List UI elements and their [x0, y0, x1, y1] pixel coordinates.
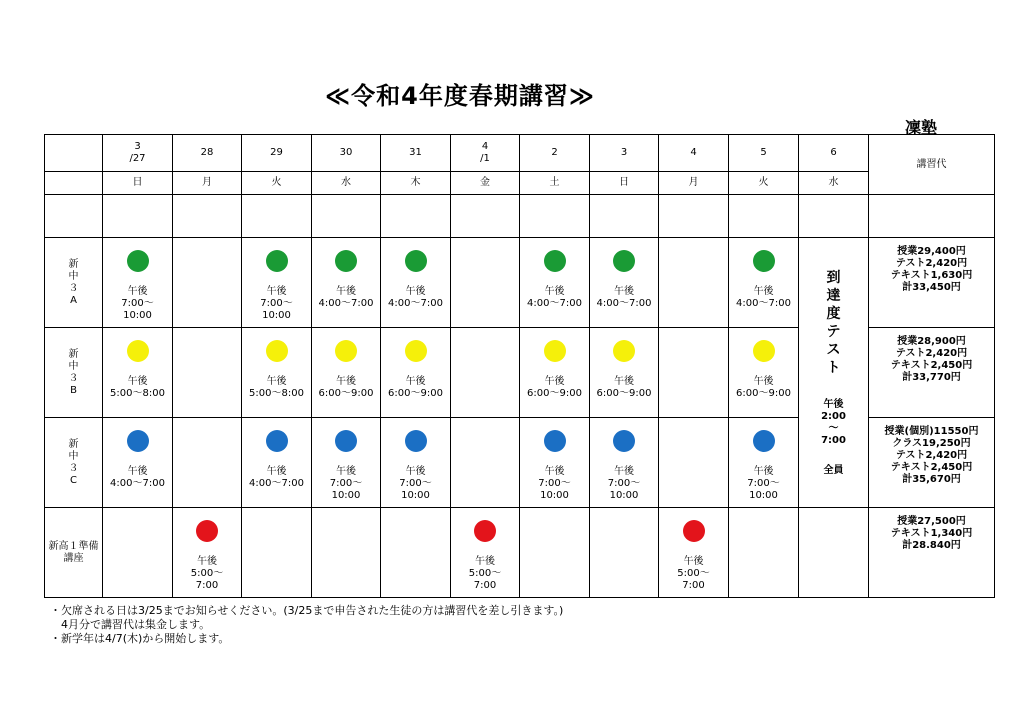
- test-day-cell: [799, 238, 869, 508]
- empty-cell: [242, 195, 312, 238]
- session-dot-icon: [613, 250, 635, 272]
- weekday-cell: 木: [381, 172, 451, 195]
- fee-line: テキスト1,340円: [890, 528, 973, 539]
- session-time: 午後 7:00〜 10:00: [121, 286, 154, 321]
- session-cell-inner: [103, 508, 172, 597]
- session-cell: [242, 508, 312, 598]
- session-time: 午後 4:00〜7:00: [318, 286, 374, 309]
- session-cell-inner: [242, 508, 311, 597]
- session-cell: [381, 238, 451, 328]
- session-cell: [242, 238, 312, 328]
- session-cell: [520, 328, 590, 418]
- empty-cell: [520, 195, 590, 238]
- class-label: [45, 508, 103, 598]
- session-cell-inner: [381, 418, 450, 507]
- session-cell: [381, 418, 451, 508]
- spacer-row: [45, 195, 995, 238]
- empty-cell: [103, 195, 173, 238]
- session-time: 午後 7:00〜 10:00: [260, 286, 293, 321]
- session-time: 午後 4:00〜7:00: [388, 286, 443, 309]
- session-dot-icon: [544, 250, 566, 272]
- weekday-cell: 日: [590, 172, 659, 195]
- fee-cell: [869, 508, 995, 598]
- session-cell-inner: [103, 418, 172, 507]
- session-cell-inner: [312, 238, 380, 327]
- fee-line: テスト2,420円: [895, 450, 968, 461]
- session-cell: [242, 418, 312, 508]
- session-cell: [242, 328, 312, 418]
- empty-cell: [869, 195, 995, 238]
- class-label-text: 新中３A: [68, 258, 79, 306]
- session-time: 午後 6:00〜9:00: [736, 376, 791, 399]
- session-cell-inner: [729, 418, 798, 507]
- session-time: 午後 6:00〜9:00: [388, 376, 443, 399]
- class-label-text: 新中３B: [68, 348, 79, 396]
- session-cell: [381, 508, 451, 598]
- note-line: ・新学年は4/7(木)から開始します。: [50, 632, 230, 645]
- corner-cell: [45, 135, 103, 172]
- note-line: 4月分で講習代は集金します。: [50, 618, 211, 631]
- weekday-cell: 金: [451, 172, 520, 195]
- fee-line: 授業(個別)11550円: [884, 426, 979, 437]
- session-cell-inner: [242, 328, 311, 417]
- session-dot-icon: [544, 340, 566, 362]
- session-dot-icon: [127, 340, 149, 362]
- empty-cell: [381, 195, 451, 238]
- school-name: 凜塾: [905, 118, 938, 137]
- fee-line: テキスト1,630円: [890, 270, 973, 281]
- date-cell: 31: [381, 135, 451, 172]
- session-cell-inner: [173, 328, 241, 417]
- date-cell: 30: [312, 135, 381, 172]
- session-dot-icon: [474, 520, 496, 542]
- session-time: 午後 7:00〜 10:00: [607, 466, 641, 501]
- session-cell: [729, 238, 799, 328]
- session-cell: [520, 508, 590, 598]
- date-cell: 28: [173, 135, 242, 172]
- session-cell: [103, 328, 173, 418]
- session-dot-icon: [405, 430, 427, 452]
- weekday-cell: 月: [173, 172, 242, 195]
- fee-line: テスト2,420円: [895, 258, 968, 269]
- session-dot-icon: [405, 250, 427, 272]
- class-label-text: 新高１準備講座: [48, 540, 99, 564]
- weekday-cell: 火: [242, 172, 312, 195]
- session-time: 午後 5:00〜8:00: [249, 376, 304, 399]
- session-cell-inner: [520, 328, 589, 417]
- session-cell-inner: [381, 508, 450, 597]
- schedule-table: [44, 134, 995, 598]
- session-time: 午後 6:00〜9:00: [318, 376, 374, 399]
- session-time: 午後 6:00〜9:00: [596, 376, 652, 399]
- date-cell: 29: [242, 135, 312, 172]
- empty-cell: [173, 195, 242, 238]
- class-row: [45, 508, 995, 598]
- session-cell-inner: [659, 238, 728, 327]
- session-cell-inner: [242, 238, 311, 327]
- session-cell: [729, 418, 799, 508]
- empty-cell: [799, 508, 869, 598]
- session-cell: [590, 418, 659, 508]
- session-cell: [659, 418, 729, 508]
- session-cell-inner: [590, 508, 658, 597]
- session-cell-inner: [729, 238, 798, 327]
- session-cell-inner: [520, 508, 589, 597]
- fee-line: 計33,770円: [902, 372, 961, 383]
- session-dot-icon: [266, 430, 288, 452]
- session-time: 午後 4:00〜7:00: [596, 286, 652, 309]
- session-cell: [590, 508, 659, 598]
- session-cell: [659, 238, 729, 328]
- empty-cell: [590, 195, 659, 238]
- session-cell: [173, 418, 242, 508]
- session-cell: [103, 238, 173, 328]
- session-cell: [312, 418, 381, 508]
- session-cell-inner: [729, 508, 798, 597]
- fee-line: クラス19,250円: [892, 438, 971, 449]
- session-cell: [590, 238, 659, 328]
- session-cell: [520, 418, 590, 508]
- date-cell: 4: [659, 135, 729, 172]
- session-dot-icon: [613, 340, 635, 362]
- session-cell-inner: [381, 328, 450, 417]
- weekday-cell: 日: [103, 172, 173, 195]
- session-dot-icon: [335, 430, 357, 452]
- session-dot-icon: [753, 340, 775, 362]
- session-cell: [659, 508, 729, 598]
- session-cell: [173, 328, 242, 418]
- session-cell-inner: [103, 238, 172, 327]
- session-time: 午後 7:00〜 10:00: [538, 466, 571, 501]
- weekday-row: [45, 172, 995, 195]
- session-cell-inner: [520, 418, 589, 507]
- session-dot-icon: [335, 340, 357, 362]
- empty-cell: [312, 195, 381, 238]
- session-dot-icon: [683, 520, 705, 542]
- session-cell-inner: [312, 418, 380, 507]
- class-label: [45, 238, 103, 328]
- session-dot-icon: [335, 250, 357, 272]
- fee-cell: [869, 328, 995, 418]
- note-line: ・欠席される日は3/25までお知らせください。(3/25まで申告された生徒の方は講習代を差し引きます。): [50, 604, 564, 617]
- corner-cell: [45, 172, 103, 195]
- session-time: 午後 4:00〜7:00: [527, 286, 582, 309]
- session-time: 午後 7:00〜 10:00: [399, 466, 432, 501]
- session-dot-icon: [544, 430, 566, 452]
- session-cell-inner: [173, 238, 241, 327]
- empty-cell: [451, 195, 520, 238]
- date-cell: 2: [520, 135, 590, 172]
- session-time: 午後 4:00〜7:00: [736, 286, 791, 309]
- session-cell: [173, 238, 242, 328]
- session-cell-inner: [590, 328, 658, 417]
- session-cell: [520, 238, 590, 328]
- class-row: [45, 238, 995, 328]
- session-cell-inner: [451, 508, 519, 597]
- fee-line: 計33,450円: [902, 282, 961, 293]
- session-cell-inner: [312, 328, 380, 417]
- session-time: 午後 4:00〜7:00: [249, 466, 304, 489]
- session-cell-inner: [451, 238, 519, 327]
- session-cell: [103, 508, 173, 598]
- session-dot-icon: [266, 250, 288, 272]
- session-dot-icon: [753, 430, 775, 452]
- session-cell-inner: [173, 418, 241, 507]
- session-cell: [173, 508, 242, 598]
- session-cell: [659, 328, 729, 418]
- session-time: 午後 5:00〜 7:00: [468, 556, 502, 591]
- session-cell-inner: [173, 508, 241, 597]
- test-time: 〜: [828, 422, 839, 434]
- fee-line: テキスト2,450円: [890, 360, 973, 371]
- weekday-cell: 水: [799, 172, 869, 195]
- session-dot-icon: [405, 340, 427, 362]
- fee-line: 授業28,900円: [897, 336, 966, 347]
- empty-cell: [799, 195, 869, 238]
- session-dot-icon: [266, 340, 288, 362]
- session-cell: [590, 328, 659, 418]
- fee-line: 授業27,500円: [897, 516, 966, 527]
- empty-cell: [45, 195, 103, 238]
- test-time: 2:00: [821, 410, 846, 422]
- session-cell-inner: [103, 328, 172, 417]
- notes: [50, 604, 563, 646]
- session-time: 午後 5:00〜8:00: [110, 376, 165, 399]
- session-time: 午後 6:00〜9:00: [527, 376, 582, 399]
- session-cell: [381, 328, 451, 418]
- date-cell: 3: [590, 135, 659, 172]
- fee-line: 計28.840円: [902, 540, 961, 551]
- fee-header: 講習代: [869, 135, 995, 195]
- session-time: 午後 4:00〜7:00: [110, 466, 165, 489]
- weekday-cell: 月: [659, 172, 729, 195]
- empty-cell: [659, 195, 729, 238]
- session-cell: [451, 238, 520, 328]
- session-cell-inner: [590, 238, 658, 327]
- session-dot-icon: [127, 430, 149, 452]
- date-cell: 6: [799, 135, 869, 172]
- session-cell: [103, 418, 173, 508]
- date-cell: 3 /27: [103, 135, 173, 172]
- empty-cell: [729, 195, 799, 238]
- fee-cell: [869, 418, 995, 508]
- session-cell-inner: [451, 328, 519, 417]
- session-cell: [451, 508, 520, 598]
- session-cell: [729, 508, 799, 598]
- date-cell: 5: [729, 135, 799, 172]
- session-cell-inner: [659, 508, 728, 597]
- session-dot-icon: [127, 250, 149, 272]
- fee-line: 計35,670円: [902, 474, 961, 485]
- session-time: 午後 7:00〜 10:00: [329, 466, 363, 501]
- fee-cell: [869, 238, 995, 328]
- session-cell: [729, 328, 799, 418]
- session-cell-inner: [242, 418, 311, 507]
- session-cell-inner: [590, 418, 658, 507]
- session-cell-inner: [659, 418, 728, 507]
- session-time: 午後 5:00〜 7:00: [190, 556, 224, 591]
- session-cell: [312, 508, 381, 598]
- session-cell-inner: [729, 328, 798, 417]
- weekday-cell: 土: [520, 172, 590, 195]
- session-cell-inner: [381, 238, 450, 327]
- session-time: 午後 5:00〜 7:00: [677, 556, 710, 591]
- session-time: 午後 7:00〜 10:00: [747, 466, 780, 501]
- test-time: 午後: [823, 398, 844, 410]
- session-dot-icon: [753, 250, 775, 272]
- session-cell: [312, 328, 381, 418]
- session-cell: [451, 418, 520, 508]
- page-title: ≪令和4年度春期講習≫: [325, 82, 595, 110]
- session-dot-icon: [613, 430, 635, 452]
- session-cell: [312, 238, 381, 328]
- weekday-cell: 火: [729, 172, 799, 195]
- weekday-cell: 水: [312, 172, 381, 195]
- date-cell: 4 /1: [451, 135, 520, 172]
- session-cell: [451, 328, 520, 418]
- class-label-text: 新中３C: [68, 438, 79, 486]
- session-cell-inner: [659, 328, 728, 417]
- session-dot-icon: [196, 520, 218, 542]
- test-name: 到達度テスト: [826, 269, 841, 376]
- session-cell-inner: [451, 418, 519, 507]
- test-time: 7:00: [821, 434, 846, 446]
- test-target: 全員: [823, 464, 844, 476]
- class-label: [45, 418, 103, 508]
- class-label: [45, 328, 103, 418]
- fee-line: 授業29,400円: [897, 246, 966, 257]
- fee-line: テキスト2,450円: [890, 462, 973, 473]
- session-cell-inner: [312, 508, 380, 597]
- session-cell-inner: [520, 238, 589, 327]
- date-row: [45, 135, 995, 172]
- fee-line: テスト2,420円: [895, 348, 968, 359]
